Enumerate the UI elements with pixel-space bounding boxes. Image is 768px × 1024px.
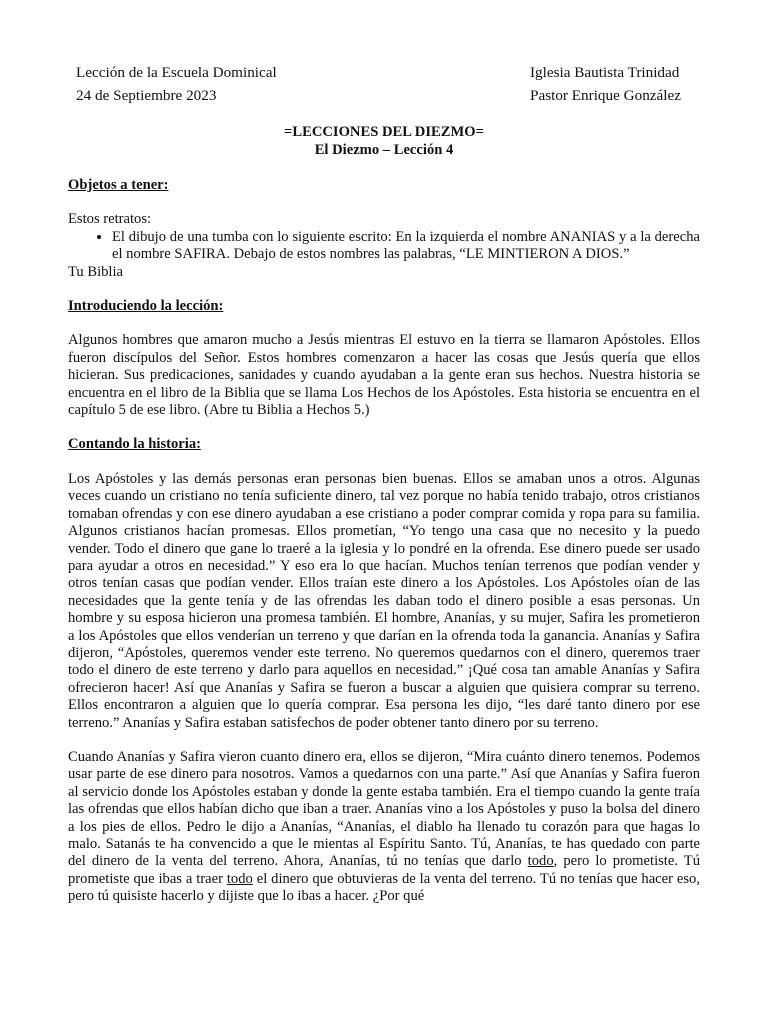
story-p2-text-c: el dinero que obtuvieras de la venta del terreno. Tú no tenías que hacer eso, pero tú quisiste hacerlo y dijiste que lo ibas a hacer. ¿Por qué <box>68 870 700 905</box>
underlined-word: todo <box>527 853 554 870</box>
header-right <box>530 61 681 107</box>
story-p2-text-a: Cuando Ananías y Safira vieron cuanto dinero era, ellos se dijeron, “Mira cuánto dinero tenemos. Podemos usar parte de ese dinero para nosotros. Vamos a quedarnos con una parte.” Así que Ananías y Safira fueron al servicio donde los Apóstoles estaban y donde la gente estaba también. Era el tiempo cuando la gente traía las ofrendas que ellos habían dicho que iban a traer. Ananías vino a los Apóstoles y puso la bolsa del dinero a los pies de ellos. Pedro le dijo a Ananías, “Ananías, el diablo ha llenado tu corazón para que hagas lo malo. Satanás te ha convencido a que le mientas al Espíritu Santo. Tú, Ananías, te has quedado con parte del dinero de la venta del terreno. Ahora, Ananías, tú no tenías que darlo <box>68 748 700 870</box>
lesson-date: 24 de Septiembre 2023 <box>76 87 217 104</box>
story-paragraph-2 <box>68 749 700 906</box>
church-name: Iglesia Bautista Trinidad <box>530 64 680 81</box>
underlined-word: todo <box>226 870 253 887</box>
pastor-name: Pastor Enrique González <box>530 87 681 104</box>
story-paragraph-1: Los Apóstoles y las demás personas eran personas bien buenas. Ellos se amaban unos a otros. Algunas veces cuando un cristiano no tenía suficiente dinero, tal vez porque no había tenido trabajo, otros cristianos tomaban ofrendas y con ese dinero ayudaban a ese cristiano a poder comprar comida y ropa para su familia. Algunos cristianos hacían promesas. Ellos prometían, “Yo tengo una casa que no necesito y la puedo vender. Todo el dinero que gane lo traeré a la iglesia y lo pondré en la ofrenda. Ese dinero puede ser usado para ayudar a otros en necesidad.” Y eso era lo que hacían. Muchos tenían terrenos que podían vender y otros tenían casas que podían vender. Ellos traían este dinero a los Apóstoles. Los Apóstoles oían de las necesidades que la gente tenía y de las ofrendas les daban todo el dinero posible a esas personas. Un hombre y su esposa hicieron una promesa también. El hombre, Ananías, y su mujer, Safira les prometieron a los Apóstoles que ellos venderían un terreno y que darían en la ofrenda toda la ganancia. Ananías y Safira dijeron, “Apóstoles, queremos vender este terreno. No queremos quedarnos con el dinero, queremos traer todo el dinero de este terreno y darlo para aquellos en necesidad.” ¡Qué cosa tan amable Ananías y Safira ofrecieron hacer! Así que Ananías y Safira se fueron a buscar a alguien que quisiera comprar su terreno. Ellos encontraron a alguien que lo quería comprar. Esa persona les dijo, “les daré tanto dinero por ese terreno.” Ananías y Safira estaban satisfechos de poder obtener tanto dinero por su terreno. <box>68 470 700 731</box>
title-series: =LECCIONES DEL DIEZMO= <box>284 124 484 140</box>
introduction-heading: Introduciendo la lección: <box>68 298 224 315</box>
story-p2-text-b: , pero lo prometiste. Tú prometiste que ibas a traer <box>68 853 700 887</box>
objects-intro: Estos retratos: <box>68 211 152 228</box>
document-body <box>68 177 700 906</box>
header-left <box>76 61 277 107</box>
bible-item: Tu Biblia <box>68 263 124 280</box>
introduction-paragraph: Algunos hombres que amaron mucho a Jesús mientras El estuvo en la tierra se llamaron Apóstoles. Ellos fueron discípulos del Señor. Estos hombres comenzaron a hacer las cosas que Jesús quería que ellos hicieran. Sus predicaciones, sanidades y cuando ayudaban a la gente eran sus hechos. Nuestra historia se encuentra en el libro de la Biblia que se llama Los Hechos de los Apóstoles. Esta historia se encuentra en el capítulo 5 de ese libro. (Abre tu Biblia a Hechos 5.) <box>68 332 700 419</box>
objects-list <box>68 229 700 264</box>
objects-bullet: • El dibujo de una tumba con lo siguiente escrito: En la izquierda el nombre ANANIAS y a la derecha el nombre SAFIRA. Debajo de estos nombres las palabras, “LE MINTIERON A DIOS.” <box>112 229 700 264</box>
lesson-label: Lección de la Escuela Dominical <box>76 64 277 81</box>
objects-heading: Objetos a tener: <box>68 177 169 193</box>
document-title <box>0 123 768 159</box>
title-lesson: El Diezmo – Lección 4 <box>314 142 454 158</box>
story-heading: Contando la historia: <box>68 436 201 453</box>
